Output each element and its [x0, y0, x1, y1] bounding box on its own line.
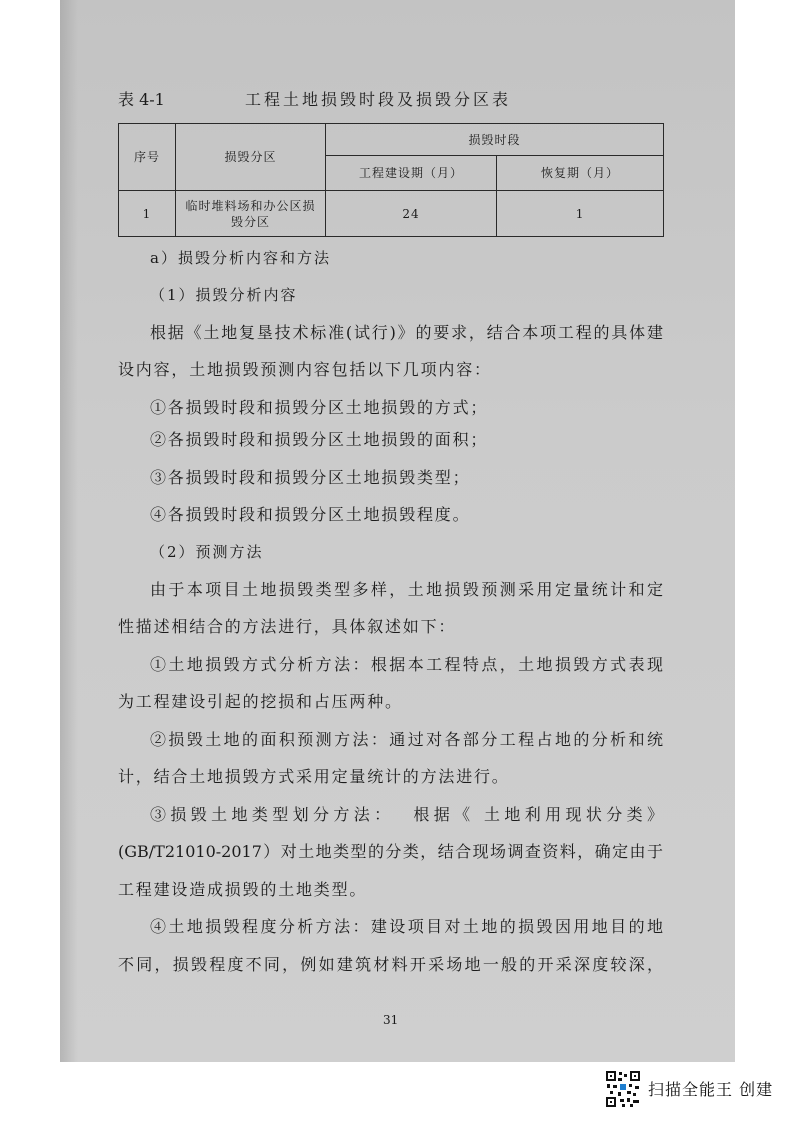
- paragraph-line: 由于本项目土地损毁类型多样，土地损毁预测采用定量统计和定: [150, 580, 663, 599]
- header-zone: 损毁分区: [176, 124, 326, 191]
- cell-recovery: 1: [497, 191, 664, 237]
- section-heading-2: （2）预测方法: [150, 543, 264, 561]
- qr-code-icon: [605, 1070, 641, 1108]
- list-item: ③各损毁时段和损毁分区土地损毁类型；: [150, 468, 471, 487]
- paragraph-line: ②损毁土地的面积预测方法：通过对各部分工程占地的分析和统: [150, 730, 663, 749]
- paragraph-line: (GB/T21010-2017）对土地类型的分类，结合现场调查资料，确定由于: [118, 842, 663, 861]
- damage-period-table: [118, 123, 664, 237]
- paragraph-line: 计，结合土地损毁方式采用定量统计的方法进行。: [118, 767, 510, 786]
- paragraph-line: 性描述相结合的方法进行，具体叙述如下：: [118, 617, 457, 636]
- list-item: ①各损毁时段和损毁分区土地损毁的方式；: [150, 398, 489, 417]
- table-row: [119, 191, 664, 237]
- header-period: 损毁时段: [326, 124, 664, 156]
- paragraph-line: 根据《土地复垦技术标准(试行)》的要求，结合本项工程的具体建: [150, 323, 663, 342]
- page-number: 31: [383, 1013, 399, 1027]
- paragraph-line: 不同，损毁程度不同，例如建筑材料开采场地一般的开采深度较深，: [118, 955, 663, 974]
- table-label: 表 4-1: [118, 90, 165, 109]
- paragraph-line: ③损毁土地类型划分方法： 根据《 土地利用现状分类》: [150, 805, 663, 824]
- header-recovery: 恢复期（月）: [497, 156, 664, 191]
- watermark-text: 扫描全能王 创建: [648, 1080, 774, 1099]
- cell-no: 1: [119, 191, 176, 237]
- list-item: ②各损毁时段和损毁分区土地损毁的面积；: [150, 430, 489, 449]
- paragraph-line: 工程建设造成损毁的土地类型。: [118, 880, 368, 899]
- table-title: 工程土地损毁时段及损毁分区表: [245, 90, 512, 109]
- cell-zone: 临时堆料场和办公区损毁分区: [176, 191, 326, 237]
- paragraph-line: ④土地损毁程度分析方法：建设项目对土地的损毁因用地目的地: [150, 917, 663, 936]
- section-heading-1: （1）损毁分析内容: [150, 286, 298, 304]
- paragraph-line: ①土地损毁方式分析方法：根据本工程特点，土地损毁方式表现: [150, 655, 663, 674]
- section-heading-a: a）损毁分析内容和方法: [150, 249, 331, 267]
- header-construction: 工程建设期（月）: [326, 156, 497, 191]
- list-item: ④各损毁时段和损毁分区土地损毁程度。: [150, 505, 471, 524]
- paragraph-line: 设内容，土地损毁预测内容包括以下几项内容：: [118, 360, 492, 379]
- header-no: 序号: [119, 124, 176, 191]
- cell-construction: 24: [326, 191, 497, 237]
- paragraph-line: 为工程建设引起的挖损和占压两种。: [118, 692, 403, 711]
